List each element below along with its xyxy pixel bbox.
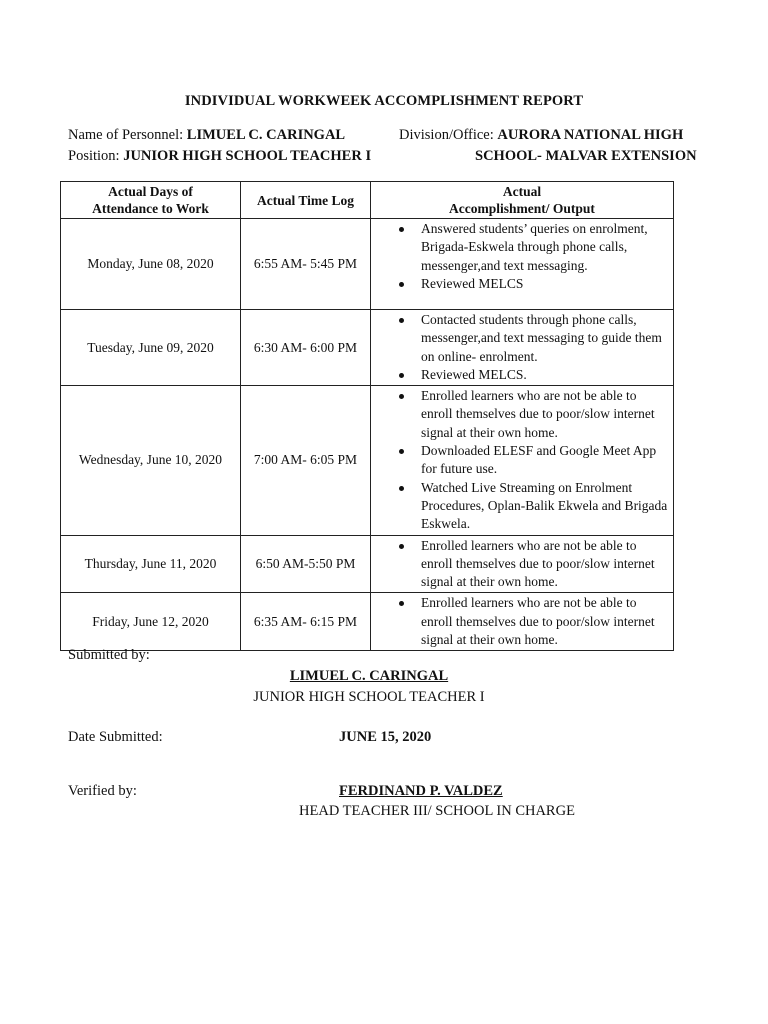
bullet-icon bbox=[399, 318, 404, 323]
name-label: Name of Personnel: bbox=[68, 127, 184, 143]
date-submitted-value: JUNE 15, 2020 bbox=[339, 729, 432, 745]
accomplishment-cell bbox=[371, 310, 674, 386]
accomplishment-cell bbox=[371, 593, 674, 651]
accomplishment-table bbox=[60, 181, 674, 651]
day-cell: Tuesday, June 09, 2020 bbox=[61, 310, 241, 386]
name-value: LIMUEL C. CARINGAL bbox=[186, 127, 346, 143]
division-label: Division/Office: bbox=[399, 127, 494, 143]
verifier-position: HEAD TEACHER III/ SCHOOL IN CHARGE bbox=[299, 803, 575, 819]
division-value: AURORA NATIONAL HIGH bbox=[497, 127, 684, 143]
table-row bbox=[61, 219, 674, 310]
day-cell: Wednesday, June 10, 2020 bbox=[61, 386, 241, 535]
list-item: Contacted students through phone calls, messenger,and text messaging to guide them on online- enrolment. bbox=[371, 311, 669, 366]
time-cell: 6:55 AM- 5:45 PM bbox=[241, 219, 371, 310]
position-value: JUNIOR HIGH SCHOOL TEACHER I bbox=[123, 148, 372, 164]
header-time: Actual Time Log bbox=[241, 182, 371, 219]
list-item: Downloaded ELESF and Google Meet App for future use. bbox=[371, 442, 669, 479]
table-row bbox=[61, 310, 674, 386]
accomplishment-cell bbox=[371, 535, 674, 593]
bullet-icon bbox=[399, 282, 404, 287]
division-value-continued: SCHOOL- MALVAR EXTENSION bbox=[475, 148, 697, 164]
time-cell: 6:30 AM- 6:00 PM bbox=[241, 310, 371, 386]
time-cell: 6:50 AM-5:50 PM bbox=[241, 535, 371, 593]
accomplishment-cell bbox=[371, 386, 674, 535]
bullet-icon bbox=[399, 544, 404, 549]
bullet-icon bbox=[399, 486, 404, 491]
report-title: INDIVIDUAL WORKWEEK ACCOMPLISHMENT REPORT bbox=[184, 93, 584, 109]
accomplishment-cell bbox=[371, 219, 674, 310]
list-item: Reviewed MELCS bbox=[371, 275, 669, 293]
list-item: Reviewed MELCS. bbox=[371, 366, 669, 384]
verified-by-label: Verified by: bbox=[68, 783, 137, 799]
submitter-name: LIMUEL C. CARINGAL bbox=[289, 668, 449, 684]
time-cell: 7:00 AM- 6:05 PM bbox=[241, 386, 371, 535]
list-item: Watched Live Streaming on Enrolment Procedures, Oplan-Balik Ekwela and Brigada Eskwela. bbox=[371, 479, 669, 534]
bullet-icon bbox=[399, 449, 404, 454]
table-row bbox=[61, 593, 674, 651]
day-cell: Friday, June 12, 2020 bbox=[61, 593, 241, 651]
list-item: Enrolled learners who are not be able to enroll themselves due to poor/slow internet signal at their own home. bbox=[371, 594, 669, 649]
division-line bbox=[399, 127, 683, 144]
table-row bbox=[61, 386, 674, 535]
day-cell: Monday, June 08, 2020 bbox=[61, 219, 241, 310]
list-item: Enrolled learners who are not be able to enroll themselves due to poor/slow internet signal at their own home. bbox=[371, 537, 669, 592]
bullet-icon bbox=[399, 227, 404, 232]
header-days: Actual Days of Attendance to Work bbox=[61, 182, 241, 219]
list-item: Answered students’ queries on enrolment, Brigada-Eskwela through phone calls, messenger,and text messaging. bbox=[371, 220, 669, 275]
day-cell: Thursday, June 11, 2020 bbox=[61, 535, 241, 593]
header-accomplishment: Actual Accomplishment/ Output bbox=[371, 182, 674, 219]
position-line bbox=[68, 148, 371, 165]
time-cell: 6:35 AM- 6:15 PM bbox=[241, 593, 371, 651]
list-item: Enrolled learners who are not be able to enroll themselves due to poor/slow internet signal at their own home. bbox=[371, 387, 669, 442]
bullet-icon bbox=[399, 394, 404, 399]
submitted-by-label: Submitted by: bbox=[68, 647, 150, 663]
personnel-name-line bbox=[68, 127, 345, 144]
table-row bbox=[61, 535, 674, 593]
position-label: Position: bbox=[68, 148, 120, 164]
bullet-icon bbox=[399, 601, 404, 606]
submitter-position: JUNIOR HIGH SCHOOL TEACHER I bbox=[253, 689, 485, 705]
bullet-icon bbox=[399, 373, 404, 378]
table-header-row bbox=[61, 182, 674, 219]
verifier-name: FERDINAND P. VALDEZ bbox=[339, 783, 503, 799]
date-submitted-label: Date Submitted: bbox=[68, 729, 163, 745]
